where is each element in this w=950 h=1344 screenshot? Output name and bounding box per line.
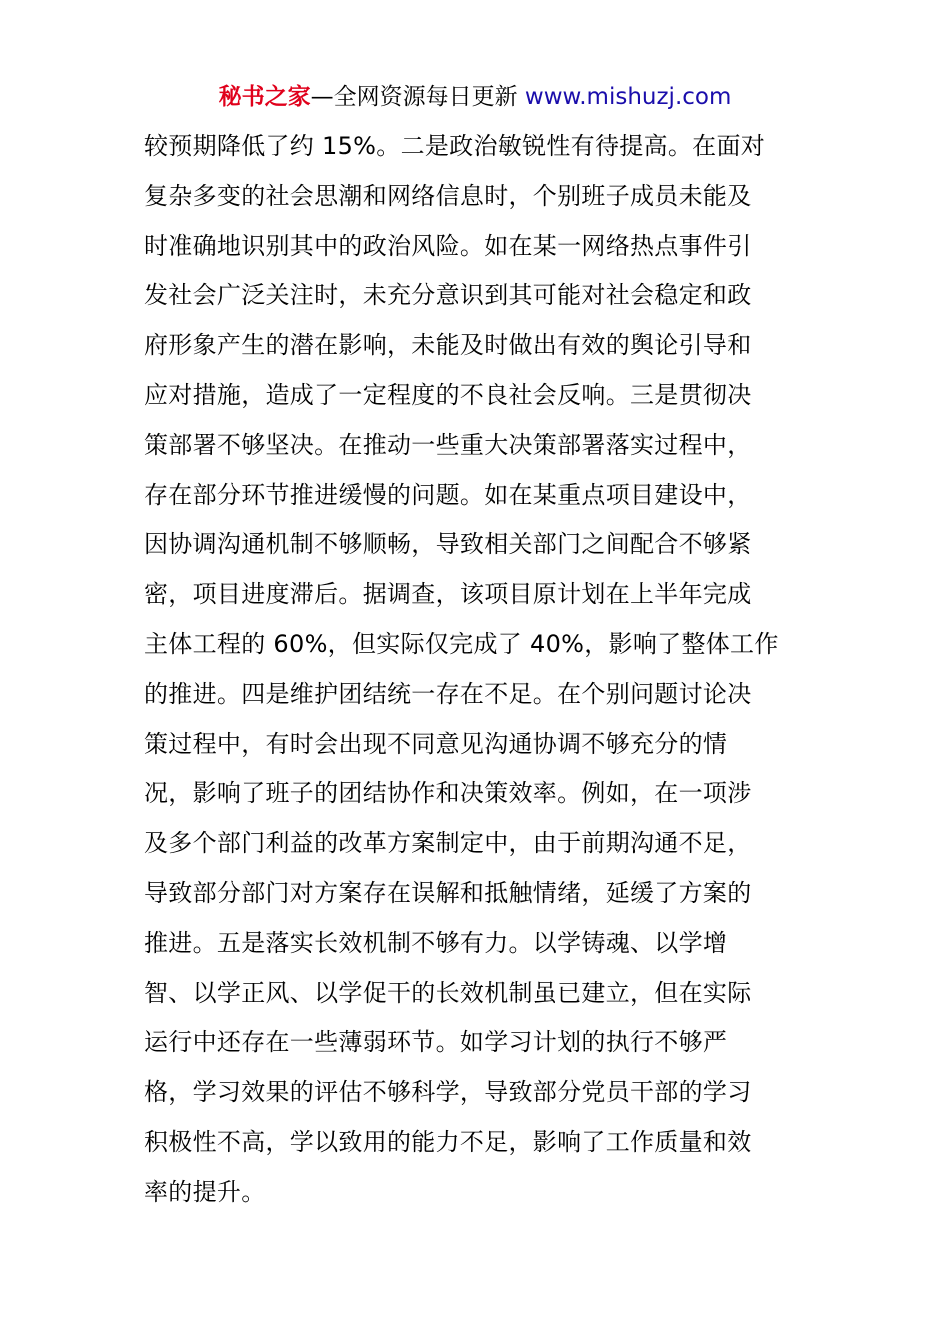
site-url-link[interactable]: www.mishuzj.com [524, 84, 732, 110]
text-line: 智、以学正风、以学促干的长效机制虽已建立，但在实际 [144, 978, 752, 1007]
text-line: 的推进。四是维护团结统一存在不足。在个别问题讨论决 [144, 679, 752, 708]
text-line: 因协调沟通机制不够顺畅，导致相关部门之间配合不够紧 [144, 530, 752, 559]
text-line: 府形象产生的潜在影响，未能及时做出有效的舆论引导和 [144, 331, 752, 360]
site-brand: 秘书之家 [218, 84, 311, 110]
text-line: 策过程中，有时会出现不同意见沟通协调不够充分的情 [144, 729, 728, 758]
text-line: 复杂多变的社会思潮和网络信息时，个别班子成员未能及 [144, 181, 752, 210]
text-line: 主体工程的 60%，但实际仅完成了 40%，影响了整体工作 [144, 629, 779, 658]
document-body [144, 122, 812, 1218]
text-line: 较预期降低了约 15%。二是政治敏锐性有待提高。在面对 [144, 132, 766, 160]
page-header [0, 80, 950, 114]
text-line: 时准确地识别其中的政治风险。如在某一网络热点事件引 [144, 231, 752, 260]
text-line: 推进。五是落实长效机制不够有力。以学铸魂、以学增 [144, 928, 728, 957]
text-line: 密，项目进度滞后。据调查，该项目原计划在上半年完成 [144, 580, 752, 609]
text-line: 率的提升。 [144, 1177, 266, 1206]
text-line: 应对措施，造成了一定程度的不良社会反响。三是贯彻决 [144, 380, 752, 409]
text-line: 发社会广泛关注时，未充分意识到其可能对社会稳定和政 [144, 281, 752, 310]
text-line: 运行中还存在一些薄弱环节。如学习计划的执行不够严 [144, 1028, 728, 1057]
text-line: 导致部分部门对方案存在误解和抵触情绪，延缓了方案的 [144, 878, 752, 907]
text-line: 策部署不够坚决。在推动一些重大决策部署落实过程中， [144, 430, 752, 459]
text-line: 积极性不高，学以致用的能力不足，影响了工作质量和效 [144, 1127, 752, 1156]
text-line: 况，影响了班子的团结协作和决策效率。例如，在一项涉 [144, 779, 752, 808]
text-line: 存在部分环节推进缓慢的问题。如在某重点项目建设中， [144, 480, 752, 509]
header-tagline: —全网资源每日更新 [310, 84, 525, 110]
text-line: 格，学习效果的评估不够科学，导致部分党员干部的学习 [144, 1078, 752, 1107]
text-line: 及多个部门利益的改革方案制定中，由于前期沟通不足， [144, 829, 752, 858]
